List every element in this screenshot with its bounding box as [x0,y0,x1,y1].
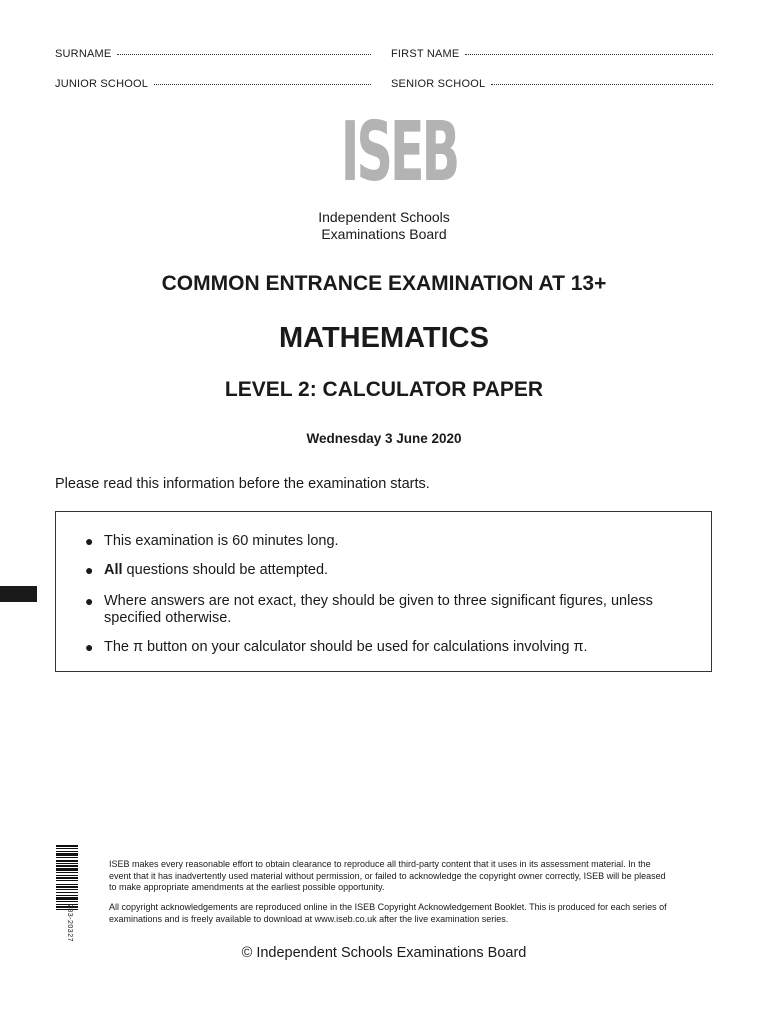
first-name-dotted-line[interactable] [465,54,713,55]
bullet-icon: ● [85,533,94,549]
logo-text-line1: Independent Schools [318,209,450,225]
instruction-text: The π button on your calculator should be used for calculations involving π. [104,639,588,655]
instruction-item [86,533,686,550]
acknowledgement-notice: All copyright acknowledgements are reproduced online in the ISEB Copyright Acknowledgement Booklet. This is produced for each series of examinations and is freely available to download at www.iseb.co.uk after the live examination series. [109,902,667,924]
clearance-notice: ISEB makes every reasonable effort to obtain clearance to reproduce all third-party content that it uses in its assessment material. In the event that it has inadvertently used material without permission, or failed to acknowledge the copyright owner correctly, ISEB will be pleased to make appropriate amendments at the earliest possible opportunity. [109,859,666,892]
surname-field[interactable] [55,48,371,60]
paper-level: LEVEL 2: CALCULATOR PAPER [224,378,544,401]
junior-school-field[interactable] [55,78,371,90]
copyright-line: © Independent Schools Examinations Board [241,945,527,961]
instruction-text: This examination is 60 minutes long. [104,533,339,549]
iseb-logo: ISEB [340,105,458,200]
instruction-item [86,593,686,627]
senior-school-field[interactable] [391,78,713,90]
instruction-emphasis: All [104,562,123,578]
instruction-text [104,562,686,579]
logo-text-line2: Examinations Board [321,226,447,242]
junior-school-label: JUNIOR SCHOOL [55,78,149,90]
senior-school-dotted-line[interactable] [491,84,713,85]
surname-label: SURNAME [55,48,112,60]
bullet-icon: ● [85,593,94,609]
exam-date: Wednesday 3 June 2020 [306,431,462,446]
surname-dotted-line[interactable] [117,54,371,55]
instruction-item [86,562,686,579]
first-name-field[interactable] [391,48,713,60]
instructions-box [55,511,712,672]
instruction-text-rest: questions should be attempted. [122,562,329,578]
senior-school-label: SENIOR SCHOOL [391,78,486,90]
bullet-icon: ● [85,639,94,655]
instruction-text: Where answers are not exact, they should be given to three significant figures, unless specified otherwise. [104,593,653,626]
instructions-intro: Please read this information before the examination starts. [55,476,430,492]
bullet-icon: ● [85,562,94,578]
barcode-number: 283-20327 [66,904,73,942]
first-name-label: FIRST NAME [391,48,460,60]
page-edge-marker [0,586,37,602]
exam-title: COMMON ENTRANCE EXAMINATION AT 13+ [161,272,607,295]
junior-school-dotted-line[interactable] [154,84,371,85]
instruction-item [86,639,686,656]
subject-title: MATHEMATICS [279,322,489,354]
